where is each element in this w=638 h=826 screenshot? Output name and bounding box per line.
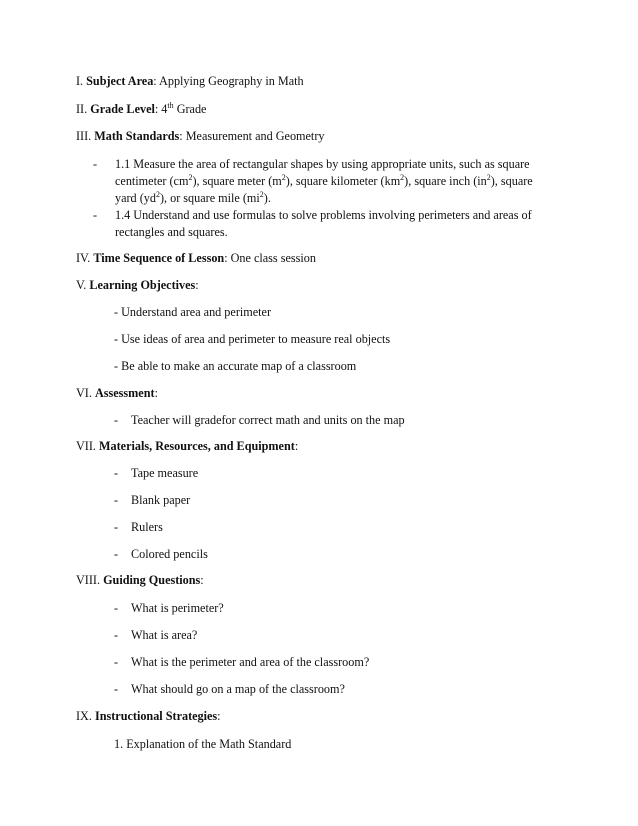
standard-dash: - [93,157,98,171]
material-item: Rulers [131,520,163,534]
section-label: Guiding Questions [103,573,201,587]
section-value-suffix: Grade [173,102,207,116]
section-math-standards [76,129,324,143]
section-instructional-strategies [76,709,221,723]
section-assessment [76,386,158,400]
section-label: Subject Area [86,74,154,88]
text-run: yard (yd [115,191,156,205]
section-label: Materials, Resources, and Equipment [99,439,295,453]
section-value: : Measurement and Geometry [179,129,325,143]
text-run: centimeter (cm [115,174,189,188]
section-number: III. [76,129,92,143]
strategy-item: 1. Explanation of the Math Standard [114,737,292,751]
standard-1-1-line-2 [115,174,533,188]
question-item: What is the perimeter and area of the classroom? [131,655,370,669]
objective-item: - Use ideas of area and perimeter to measure real objects [114,332,391,346]
section-learning-objectives [76,278,199,292]
section-number: VI. [76,386,92,400]
section-label: Time Sequence of Lesson [93,251,225,265]
text-run: ). [263,191,271,205]
colon: : [294,439,299,453]
section-value: : 4 [154,102,168,116]
standard-dash: - [93,208,98,222]
superscript: 2 [155,190,160,199]
section-label: Math Standards [94,129,180,143]
question-item: What is area? [131,628,198,642]
text-run: ), square inch (in [404,174,487,188]
assessment-item: Teacher will gradefor correct math and units on the map [131,413,405,427]
superscript: 2 [188,173,193,182]
section-subject-area [76,74,304,88]
section-materials [76,439,298,453]
material-item: Colored pencils [131,547,208,561]
section-grade-level [76,102,206,116]
superscript: 2 [400,173,405,182]
bullet-dash: - [114,601,119,615]
colon: : [195,278,199,292]
superscript: th [167,101,174,110]
section-number: VII. [76,439,96,453]
bullet-dash: - [114,466,119,480]
text-run: ), square kilometer (km [285,174,401,188]
question-item: What should go on a map of the classroom? [131,682,345,696]
section-time-sequence [76,251,316,265]
section-number: V. [76,278,87,292]
bullet-dash: - [114,655,119,669]
section-label: Instructional Strategies [94,709,218,723]
question-item: What is perimeter? [131,601,224,615]
section-value: : One class session [224,251,316,265]
standard-1-1-line-1: 1.1 Measure the area of rectangular shapes by using appropriate units, such as square [115,157,530,171]
text-run: ), square meter (m [192,174,282,188]
section-number: II. [76,102,88,116]
text-run: ), or square mile (mi [159,191,260,205]
bullet-dash: - [114,493,119,507]
section-value: : Applying Geography in Math [153,74,304,88]
superscript: 2 [281,173,286,182]
colon: : [154,386,158,400]
bullet-dash: - [114,520,119,534]
section-guiding-questions [76,573,204,587]
standard-1-4-line-1: 1.4 Understand and use formulas to solve problems involving perimeters and areas of [115,208,532,222]
section-label: Grade Level [90,102,155,116]
section-number: I. [76,74,84,88]
section-number: IX. [76,709,92,723]
colon: : [217,709,221,723]
section-label: Assessment [94,386,155,400]
bullet-dash: - [114,682,119,696]
standard-1-4-line-2: rectangles and squares. [115,225,228,239]
colon: : [200,573,204,587]
superscript: 2 [259,190,264,199]
standard-1-1-line-3 [115,191,271,205]
bullet-dash: - [114,547,119,561]
bullet-dash: - [114,628,119,642]
bullet-dash: - [114,413,119,427]
text-run: ), square [490,174,533,188]
section-number: VIII. [76,573,101,587]
section-number: IV. [76,251,91,265]
objective-item: - Understand area and perimeter [114,305,272,319]
section-label: Learning Objectives [89,278,196,292]
material-item: Blank paper [131,493,191,507]
material-item: Tape measure [131,466,199,480]
objective-item: - Be able to make an accurate map of a classroom [114,359,357,373]
superscript: 2 [486,173,491,182]
